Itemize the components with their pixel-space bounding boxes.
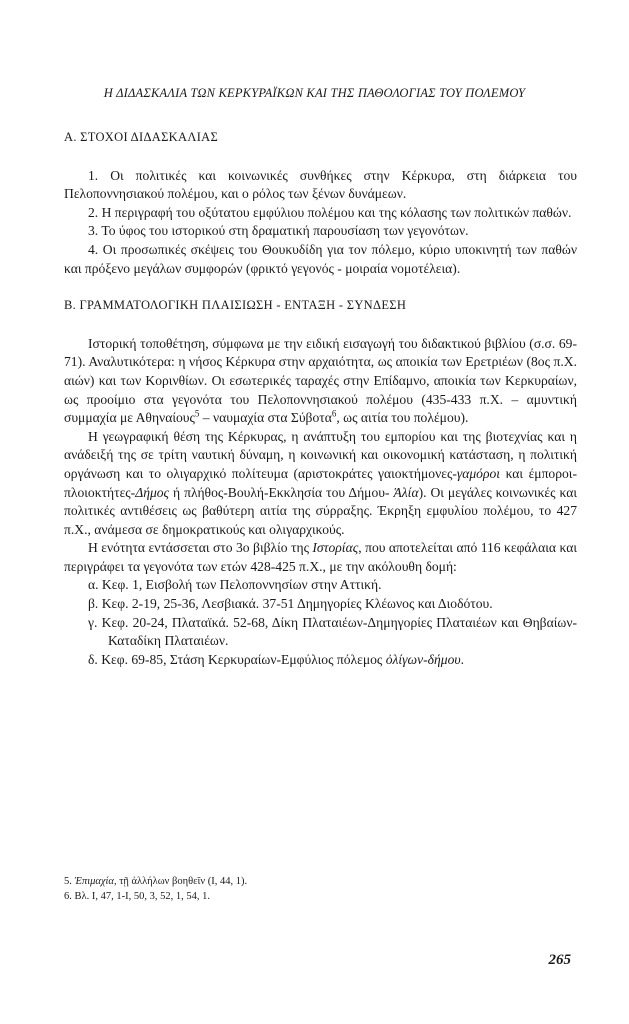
paragraph-historical-placement — [64, 335, 577, 428]
paragraph-text: Η γεωγραφική θέση της Κέρκυρας, η ανάπτυξη του εμπορίου και της βιοτεχνίας και η ανάδειξή της σε τρίτη ναυτική δύναμη, η κοινωνική και οικονομική κατάσταση, η πολιτική οργάνωση και το ολιγαρχικό πολίτευμα (αριστοκράτες γαιοκτήμονες- — [64, 428, 577, 481]
italic-term: Ιστορίας — [312, 540, 359, 556]
italic-term: ὀλίγων-δήμου — [385, 651, 461, 667]
structure-item-d — [64, 651, 577, 670]
running-header: Η ΔΙΔΑΣΚΑΛΙΑ ΤΩΝ ΚΕΡΚΥΡΑΪΚΩΝ ΚΑΙ ΤΗΣ ΠΑΘΟΛΟΓΙΑΣ ΤΟΥ ΠΟΛΕΜΟΥ — [103, 86, 526, 100]
paragraph-text: ). Οι μεγάλες κοινωνικές και πολιτικές αντιθέσεις ως βαθύτερη αιτία της σύρραξης. Έκρηξη εμφυλίου πολέμου, το 427 π.Χ., ανάμεσα σε δημοκρατικούς και ολιγαρχικούς. — [64, 484, 577, 537]
footnote-ref-6: 6 — [331, 408, 337, 419]
paragraph-text: Ιστορική τοποθέτηση, σύμφωνα με την ειδική εισαγωγή του διδακτικού βιβλίου (σ.σ. 69-71). Αναλυτικότερα: η νήσος Κέρκυρα στην αρχαιότητα, ως αποικία των Ερετριέων (8ος π.Χ. αιών) και των Κορινθίων. Οι εσωτερικές ταραχές στην Επίδαμνο, αποικία των Κερκυραίων, ως προοίμιο στα γεγονότα του Πελοποννησιακού πολέμου (435-433 π.Χ. – αμυντική συμμαχία με Αθηναίους — [64, 335, 577, 426]
paragraph-text: , που αποτελείται από 116 κεφάλαια και περιγράφει τα γεγονότα των ετών 428-425 π.Χ., με την ακόλουθη δομή: — [64, 540, 577, 574]
paragraph-text: , ως αιτία του πολέμου). — [336, 410, 469, 426]
paragraph-text: δ. Κεφ. 69-85, Στάση Κερκυραίων-Εμφύλιος πόλεμος — [88, 651, 386, 667]
footnotes — [64, 874, 577, 904]
goal-item-3: 3. Το ύφος του ιστορικού στη δραματική παρουσίαση των γεγονότων. — [88, 223, 469, 239]
italic-term: Δήμος — [135, 484, 170, 500]
italic-term: Ἁλία — [393, 484, 419, 500]
page-number: 265 — [548, 952, 571, 968]
italic-term: Ἐπιμαχία — [74, 876, 114, 887]
goal-item-4: 4. Οι προσωπικές σκέψεις του Θουκυδίδη για τον πόλεμο, κύριο υποκινητή των παθών και πρόξενο μεγάλων συμφορών (φρικτό γεγονός - μοιραία νομοτέλεια). — [64, 241, 577, 276]
paragraph-text: και έμποροι-πλοιοκτήτες- — [64, 465, 577, 500]
structure-item-b: β. Κεφ. 2-19, 25-36, Λεσβιακά. 37-51 Δημηγορίες Κλέωνος και Διοδότου. — [88, 596, 493, 612]
paragraph-geography — [64, 428, 577, 540]
paragraph-text: ή πλήθος-Βουλή-Εκκλησία του Δήμου- — [169, 484, 394, 500]
main-content — [64, 128, 577, 669]
structure-item-a: α. Κεφ. 1, Εισβολή των Πελοποννησίων στην Αττική. — [88, 577, 382, 593]
italic-term: γαμόροι — [456, 465, 501, 481]
paragraph-text: Η ενότητα εντάσσεται στο 3ο βιβλίο της — [88, 540, 313, 556]
footnote-text: , τῇ ἀλλήλων βοηθεῖν (Ι, 44, 1). — [113, 876, 248, 887]
paragraph-text: – ναυμαχία στα Σύβοτα — [199, 410, 332, 426]
paragraph-text: . — [460, 651, 465, 667]
goal-item-1: 1. Οι πολιτικές και κοινωνικές συνθήκες στην Κέρκυρα, στη διάρκεια του Πελοποννησιακού πολέμου, και ο ρόλος των ξένων δυνάμεων. — [64, 167, 577, 202]
section-b-title: Β. ΓΡΑΜΜΑΤΟΛΟΓΙΚΗ ΠΛΑΙΣΙΩΣΗ - ΕΝΤΑΞΗ - ΣΥΝΔΕΣΗ — [64, 298, 407, 313]
section-a-title: Α. ΣΤΟΧΟΙ ΔΙΔΑΣΚΑΛΙΑΣ — [64, 130, 219, 144]
footnote-number: 5. — [64, 876, 75, 887]
paragraph-structure-intro — [64, 539, 577, 576]
goal-item-2: 2. Η περιγραφή του οξύτατου εμφύλιου πολέμου και της κόλασης των πολιτικών παθών. — [88, 204, 572, 220]
footnote-ref-5: 5 — [194, 408, 200, 419]
footnote-5 — [64, 874, 577, 889]
footnote-6: 6. Βλ. Ι, 47, 1-Ι, 50, 3, 52, 1, 54, 1. — [64, 891, 210, 902]
structure-item-c: γ. Κεφ. 20-24, Πλαταϊκά. 52-68, Δίκη Πλαταιέων-Δημηγορίες Πλαταιέων και Θηβαίων-Καταδίκη Πλαταιέων. — [88, 614, 577, 649]
